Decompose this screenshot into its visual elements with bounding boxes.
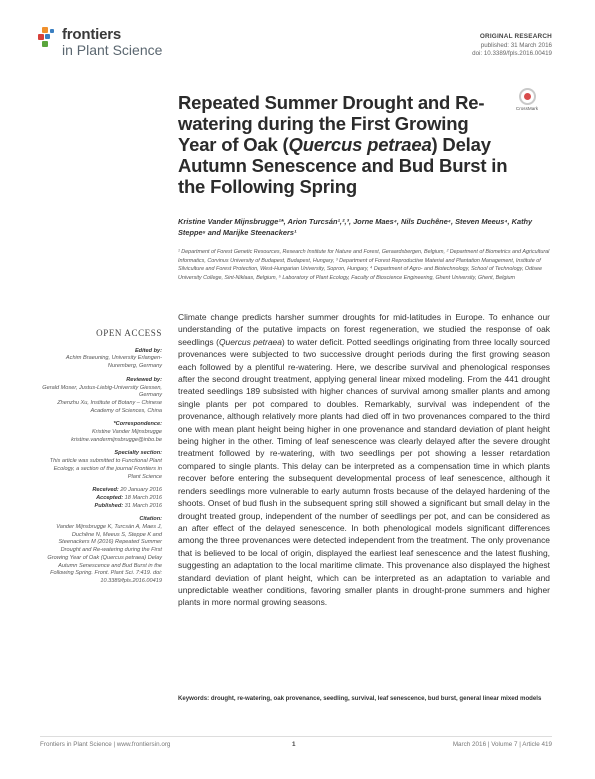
footer-journal[interactable]: Frontiers in Plant Science | www.frontiersin.org (40, 741, 171, 748)
correspondence-label: *Correspondence: (113, 421, 162, 428)
reviewer-1: Gerald Moser, Justus-Liebig-University Giessen, Germany (42, 384, 162, 399)
crossmark-label: CrossMark (515, 106, 539, 111)
reviewed-by-label: Reviewed by: (126, 376, 162, 383)
published-date: published: 31 March 2016 (480, 41, 552, 49)
brand-name: frontiers (62, 26, 122, 43)
article-title: Repeated Summer Drought and Re-watering during the First Growing Year of Oak (Quercus petraea) Delay Autumn Senescence and Bud Burst in the Following Spring (178, 92, 508, 197)
article-sidebar (40, 330, 162, 586)
footer-issue: March 2016 | Volume 7 | Article 419 (452, 741, 552, 748)
abstract: Climate change predicts harsher summer droughts for mid-latitudes in Europe. To enhance our understanding of the putative impacts on forest regeneration, we studied the response of oak seedlings (Quercus petraea) to water deficit. Potted seedlings originating from three locally sourced provenances were subjected to two successive drought periods during the first growing season each followed by a plentiful re-watering. Here, we describe survival and phenological responses after the second drought treatment, applying general linear mixed modeling. From the 441 drought treated seedlings 189 subsisted with higher chances of survival among smaller plants and among single plants per pot compared to doubles. Remarkably, survival was independent of the provenance, although relatively more plants had died off in two provenances compared to the third one with mean plant height being higher in one provenance and standard deviation of plant height being higher in the other. Timing of leaf senescence was clearly delayed after the severe drought treatment followed by re-watering, with two seedlings per pot showing a lesser retardation compared to single plants. This delay can be interpreted as a compensation time in which plants recover before entering the subsequent developmental process of leaf senescence, although it renders seedlings more vulnerable to early autumn frosts because of the delayed hardening of the shoots. Onset of bud flush in the subsequent spring still showed a significant but small delay in the drought treated group, independent of the number of seedlings per pot, and can be considered as an after effect of the delayed senescence. In both phenological models significant differences among the three provenances were detected independent from the treatment. The only provenance that is believed to be local of origin, displayed the earliest leaf senescence and the latest flushing, suggesting an adaptation to the local maritime climate. This provenance also displayed the highest standard deviation of plant height, which can be interpreted as an adaptation to variable and unpredictable weather conditions, favoring smaller plants in drought-prone summers and higher plants in more normal growing seasons. (178, 312, 550, 608)
published-date-sidebar: Published: 31 March 2016 (94, 502, 162, 509)
affiliations: ¹ Department of Forest Genetic Resources, Research Institute for Nature and Forest, Geraardsbergen, Belgium, ² Department of Biometrics and Agricultural Informatics, Corvinus University of Budapest, Budapest, Hungary, ³ Department of Forest Reproductive Material and Plantation Management, Institute of Silviculture and Forest Protection, West-Hungarian University, Sopron, Hungary, ⁴ Department of Agro- and Biotechnology, School of Technology, Odisee University College, Sint-Niklaas, Belgium, ⁵ Laboratory of Plant Ecology, Faculty of Bioscience Engineering, Ghent University, Ghent, Belgium (178, 249, 550, 281)
page-number: 1 (292, 741, 296, 748)
correspondence[interactable]: Kristine Vander Mijnsbrugge kristine.vandermijnsbrugge@inbo.be (71, 429, 162, 443)
citation-label: Citation: (139, 516, 162, 523)
article-meta (472, 33, 552, 58)
open-access-label: OPEN ACCESS (96, 328, 162, 338)
doi: doi: 10.3389/fpls.2016.00419 (472, 50, 552, 57)
citation: Vander Mijnsbrugge K, Turcsán A, Maes J, Duchêne N, Meeus S, Steppe K and Steenackers M (2016) Repeated Summer Drought and Re-watering during the First Growing Year of Oak (Quercus petraea) Delay Autumn Senescence and Bud Burst in the Following Spring. Front. Plant Sci. 7:419. doi: 10.3389/fpls.2016.00419 (47, 524, 162, 584)
accepted-date: Accepted: 18 March 2016 (96, 494, 162, 501)
frontiers-logo-icon (38, 27, 58, 49)
journal-logo (38, 27, 162, 57)
reviewer-2: Zhenzhu Xu, Institute of Botany – Chinese Academy of Sciences, China (57, 399, 162, 414)
editor: Achim Braeuning, University Erlangen-Nuremberg, Germany (65, 355, 162, 370)
specialty-section-label: Specialty section: (114, 450, 162, 457)
edited-by-label: Edited by: (134, 347, 162, 354)
journal-name: in Plant Science (62, 42, 163, 58)
footer-divider (40, 736, 552, 737)
crossmark-icon (519, 88, 536, 105)
article-type: ORIGINAL RESEARCH (479, 33, 552, 40)
crossmark-badge[interactable] (514, 88, 540, 111)
keywords: Keywords: drought, re-watering, oak provenance, seedling, survival, leaf senescence, bud burst, general linear mixed models (178, 695, 542, 702)
received-date: Received: 20 January 2016 (92, 487, 162, 494)
author-list: Kristine Vander Mijnsbrugge¹*, Arion Turcsán¹,²,³, Jorne Maes⁴, Nils Duchêne⁴, Steven Meeus⁴, Kathy Steppe⁵ and Marijke Steenackers¹ (178, 217, 533, 237)
specialty-section: This article was submitted to Functional Plant Ecology, a section of the journal Frontiers in Plant Science (49, 458, 162, 480)
